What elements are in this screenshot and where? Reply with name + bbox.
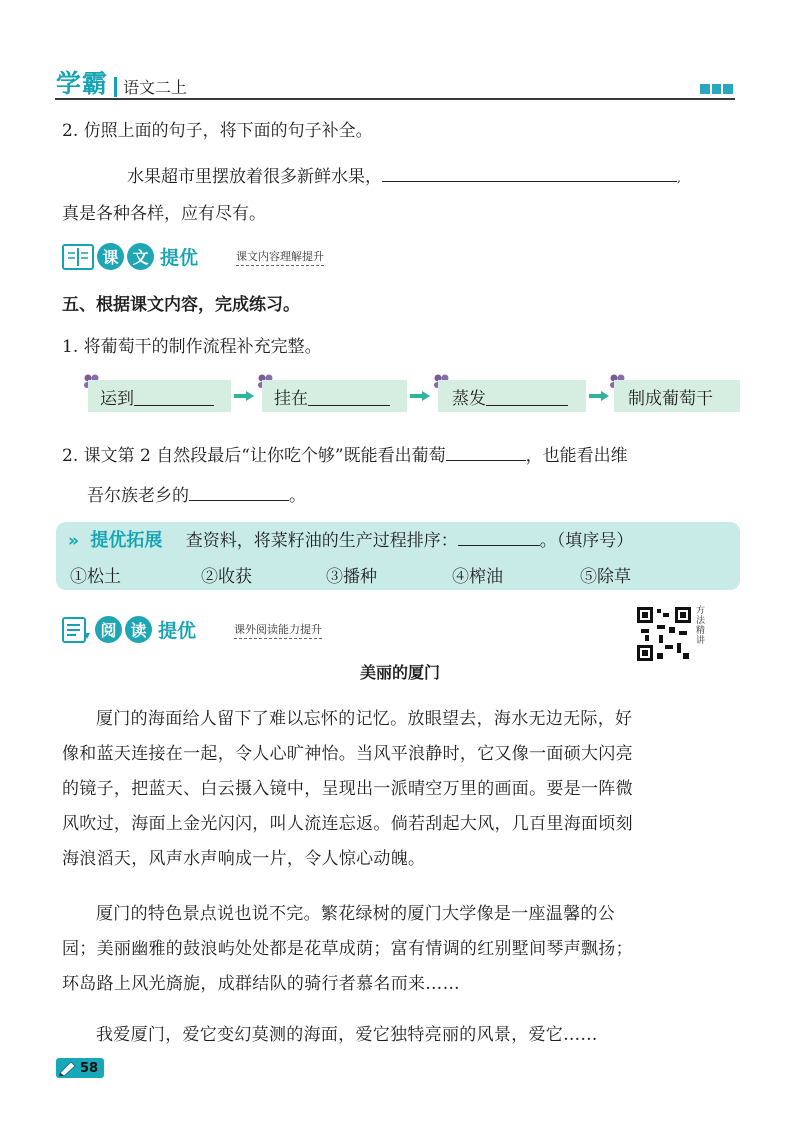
expand-tail: 。（填序号） bbox=[539, 531, 634, 551]
banner1-char2: 文 bbox=[127, 243, 154, 270]
flow-blank-1[interactable] bbox=[134, 387, 214, 406]
sec5-q1: 1. 将葡萄干的制作流程补充完整。 bbox=[62, 337, 322, 357]
list-icon bbox=[62, 617, 92, 643]
reading-paragraph-1 bbox=[62, 702, 633, 877]
p2-line-3: 环岛路上风光旖旎，成群结队的骑行者慕名而来…… bbox=[62, 974, 460, 994]
flow-step-2 bbox=[262, 380, 407, 412]
expand-blank[interactable] bbox=[458, 527, 540, 546]
reading-paragraph-3: 我爱厦门，爱它变幻莫测的海面，爱它独特亮丽的风景，爱它…… bbox=[96, 1025, 598, 1045]
banner2-subtitle: 课外阅读能力提升 bbox=[234, 621, 322, 639]
expand-text: 查资料，将菜籽油的生产过程排序： bbox=[185, 531, 458, 551]
sec5-q2-line1 bbox=[62, 442, 628, 467]
option-3: ③播种 bbox=[326, 567, 377, 587]
banner1-char1: 课 bbox=[97, 243, 124, 270]
page-number: 58 bbox=[80, 1060, 99, 1076]
sec5-q2-line2 bbox=[87, 482, 306, 507]
flow-blank-2[interactable] bbox=[308, 387, 390, 406]
p1-line-5: 海浪滔天，风声水声响成一片，令人惊心动魄。 bbox=[62, 849, 426, 869]
flow-step-3-label: 蒸发 bbox=[452, 388, 486, 409]
flow-step-4-label: 制成葡萄干 bbox=[628, 388, 713, 409]
q2-line1-text: 水果超市里摆放着很多新鲜水果， bbox=[127, 167, 382, 187]
book-icon bbox=[62, 244, 94, 270]
q2-title: 2. 仿照上面的句子，将下面的句子补全。 bbox=[62, 121, 373, 141]
sec5-q2-text-d: 。 bbox=[289, 486, 306, 506]
banner2-char2: 读 bbox=[125, 616, 152, 643]
expand-label: 提优拓展 bbox=[90, 530, 163, 551]
brand-title: 学霸 bbox=[56, 69, 109, 98]
reading-paragraph-2 bbox=[62, 897, 633, 1002]
p2-line-2: 园；美丽幽雅的鼓浪屿处处都是花草成荫；富有情调的红别墅间琴声飘扬； bbox=[62, 939, 633, 959]
q2-line1: 水果超市里摆放着很多新鲜水果， , bbox=[127, 163, 681, 189]
p1-line-4: 风吹过，海面上金光闪闪，叫人流连忘返。倘若刮起大风，几百里海面顷刻 bbox=[62, 814, 633, 834]
flow-step-3 bbox=[438, 380, 586, 412]
sec5-title: 五、根据课文内容，完成练习。 bbox=[62, 295, 300, 315]
banner1-title: 提优 bbox=[160, 247, 199, 269]
qr-code[interactable] bbox=[635, 605, 693, 663]
option-4: ④榨油 bbox=[452, 567, 503, 587]
section-banner-text bbox=[62, 243, 324, 270]
qr-label: 方法精讲 bbox=[696, 606, 706, 646]
option-2: ②收获 bbox=[201, 567, 252, 587]
page-number-badge bbox=[56, 1058, 104, 1078]
sec5-q2-text-a: 2. 课文第 2 自然段最后“让你吃个够”既能看出葡萄 bbox=[62, 446, 446, 466]
subject-title: 语文二上 bbox=[123, 78, 188, 97]
sec5-q2-text-c: 吾尔族老乡的 bbox=[87, 486, 189, 506]
q2-line2: 真是各种各样，应有尽有。 bbox=[62, 204, 266, 224]
p1-line-1: 厦门的海面给人留下了难以忘怀的记忆。放眼望去，海水无边无际，好 bbox=[96, 709, 633, 729]
p1-line-2: 像和蓝天连接在一起，令人心旷神怡。当风平浪静时，它又像一面硕大闪亮 bbox=[62, 744, 633, 764]
option-1: ①松土 bbox=[70, 567, 121, 587]
banner1-subtitle: 课文内容理解提升 bbox=[236, 248, 324, 266]
flow-step-1 bbox=[88, 380, 231, 412]
banner2-title: 提优 bbox=[158, 620, 197, 642]
sec5-q2-blank1[interactable] bbox=[446, 442, 526, 461]
arrow-right-icon bbox=[589, 391, 609, 401]
double-chevron-icon: » bbox=[68, 531, 79, 551]
expand-line1 bbox=[68, 527, 633, 552]
reading-title: 美丽的厦门 bbox=[359, 663, 440, 682]
header-rule bbox=[55, 98, 735, 100]
q2-blank[interactable] bbox=[382, 163, 677, 182]
banner2-char1: 阅 bbox=[95, 616, 122, 643]
flow-blank-3[interactable] bbox=[486, 387, 568, 406]
p1-line-3: 的镜子，把蓝天、白云摄入镜中，呈现出一派晴空万里的画面。要是一阵微 bbox=[62, 779, 633, 799]
flow-step-1-label: 运到 bbox=[100, 388, 134, 409]
header-logo bbox=[56, 70, 187, 100]
header-decoration bbox=[700, 84, 733, 94]
sec5-q2-blank2[interactable] bbox=[189, 482, 289, 501]
option-5: ⑤除草 bbox=[580, 567, 631, 587]
sec5-q2-text-b: ，也能看出维 bbox=[525, 446, 628, 466]
header-divider bbox=[114, 77, 117, 97]
flow-step-4 bbox=[614, 380, 740, 412]
arrow-right-icon bbox=[234, 391, 254, 401]
flow-step-2-label: 挂在 bbox=[274, 388, 308, 409]
pencil-icon bbox=[58, 1060, 78, 1076]
p2-line-1: 厦门的特色景点说也说不完。繁花绿树的厦门大学像是一座温馨的公 bbox=[96, 904, 615, 924]
section-banner-reading bbox=[62, 616, 322, 643]
arrow-right-icon bbox=[410, 391, 430, 401]
